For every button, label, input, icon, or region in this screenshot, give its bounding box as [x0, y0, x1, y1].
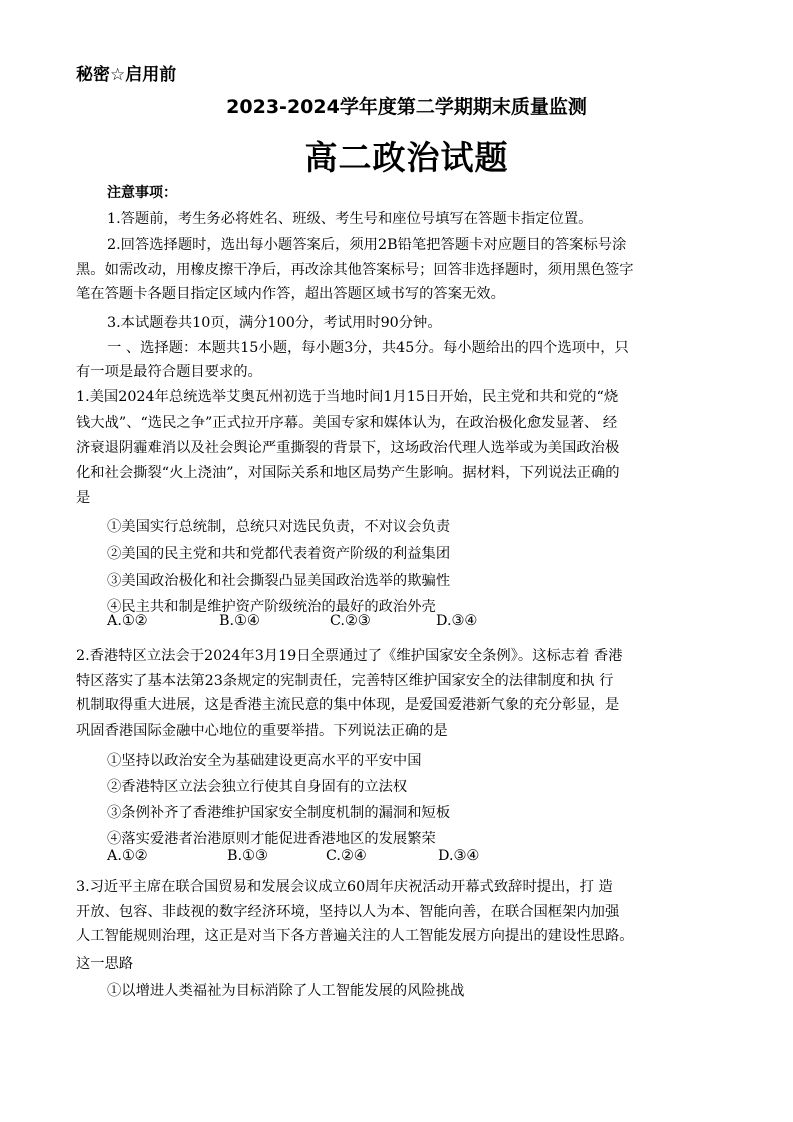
question-1-choice-b: B.①④: [219, 613, 260, 629]
question-1-choice-a: A.①②: [107, 613, 148, 629]
question-3-text: 开放、包容、非歧视的数字经济环境，坚持以人为本、智能向善，在联合国框架内加强: [76, 904, 620, 920]
question-2-text: 机制取得重大进展，这是香港主流民意的集中体现，是爱国爱港新气象的充分彰显，是: [76, 697, 620, 713]
question-2-option: ①坚持以政治安全为基础建设更高水平的平安中国: [107, 753, 422, 769]
question-2-option: ②香港特区立法会独立行使其自身固有的立法权: [107, 779, 408, 795]
page-title: 高二政治试题: [304, 138, 509, 177]
question-1-text: 济衰退阴霾难消以及社会舆论严重撕裂的背景下，这场政治代理人选举或为美国政治极: [76, 440, 620, 456]
question-2-choice-a: A.①②: [107, 848, 148, 864]
question-1-option: ②美国的民主党和共和党都代表着资产阶级的利益集团: [107, 546, 451, 562]
notice-item: 黑。如需改动，用橡皮擦干净后，再改涂其他答案标号；回答非选择题时，须用黑色签字: [76, 262, 634, 278]
question-1-text: 1.美国2024年总统选举艾奥瓦州初选于当地时间1月15日开始，民主党和共和党的“烧: [76, 389, 619, 405]
question-1-option: ④民主共和制是维护资产阶级统治的最好的政治外壳: [107, 599, 436, 615]
question-2-choice-c: C.②④: [326, 848, 367, 864]
section-instruction: 有一项是最符合题目要求的。: [76, 364, 262, 380]
question-3-text: 3.习近平主席在联合国贸易和发展会议成立60周年庆祝活动开幕式致辞时提出，打 造: [76, 879, 613, 895]
question-1-choice-d: D.③④: [436, 613, 478, 629]
notice-item: 笔在答题卡各题目指定区域内作答，超出答题区域书写的答案无效。: [76, 286, 505, 302]
question-2-option: ③条例补齐了香港维护国家安全制度机制的漏洞和短板: [107, 805, 451, 821]
question-1-option: ①美国实行总统制，总统只对选民负责，不对议会负责: [107, 519, 451, 535]
question-1-option: ③美国政治极化和社会撕裂凸显美国政治选举的欺骗性: [107, 573, 451, 589]
notice-heading: 注意事项：: [107, 185, 177, 201]
question-1-text: 化和社会撕裂“火上浇油”，对国际关系和地区局势产生影响。据材料，下列说法正确的: [76, 465, 620, 481]
secret-label: 秘密☆启用前: [76, 65, 177, 85]
question-3-option: ①以增进人类福祉为目标消除了人工智能发展的风险挑战: [107, 983, 465, 999]
notice-item: 2.回答选择题时，选出每小题答案后，须用2B铅笔把答题卡对应题目的答案标号涂: [107, 237, 627, 253]
question-1-text: 钱大战”、“选民之争”正式拉开序幕。美国专家和媒体认为，在政治极化愈发显著、 经: [76, 415, 618, 431]
question-2-text: 特区落实了基本法第23条规定的宪制责任，完善特区维护国家安全的法律制度和执 行: [76, 673, 614, 689]
question-3-text: 这一思路: [76, 956, 134, 972]
notice-item: 1.答题前，考生务必将姓名、班级、考生号和座位号填写在答题卡指定位置。: [107, 211, 593, 227]
section-instruction: 一 、选择题：本题共15小题，每小题3分，共45分。每小题给出的四个选项中，只: [107, 340, 629, 356]
question-2-choice-b: B.①③: [227, 848, 268, 864]
question-2-option: ④落实爱港者治港原则才能促进香港地区的发展繁荣: [107, 831, 436, 847]
notice-item: 3.本试题卷共10页，满分100分，考试用时90分钟。: [107, 315, 442, 331]
question-1-text: 是: [76, 490, 91, 506]
question-2-text: 巩固香港国际金融中心地位的重要举措。下列说法正确的是: [76, 723, 448, 739]
question-1-choice-c: C.②③: [330, 613, 371, 629]
question-2-text: 2.香港特区立法会于2024年3月19日全票通过了《维护国家安全条例》。这标志着 香港: [76, 648, 623, 664]
exam-subtitle: 2023-2024学年度第二学期期末质量监测: [226, 96, 587, 118]
question-3-text: 人工智能规则治理，这正是对当下各方普遍关注的人工智能发展方向提出的建设性思路。: [76, 928, 634, 944]
question-2-choice-d: D.③④: [438, 848, 480, 864]
